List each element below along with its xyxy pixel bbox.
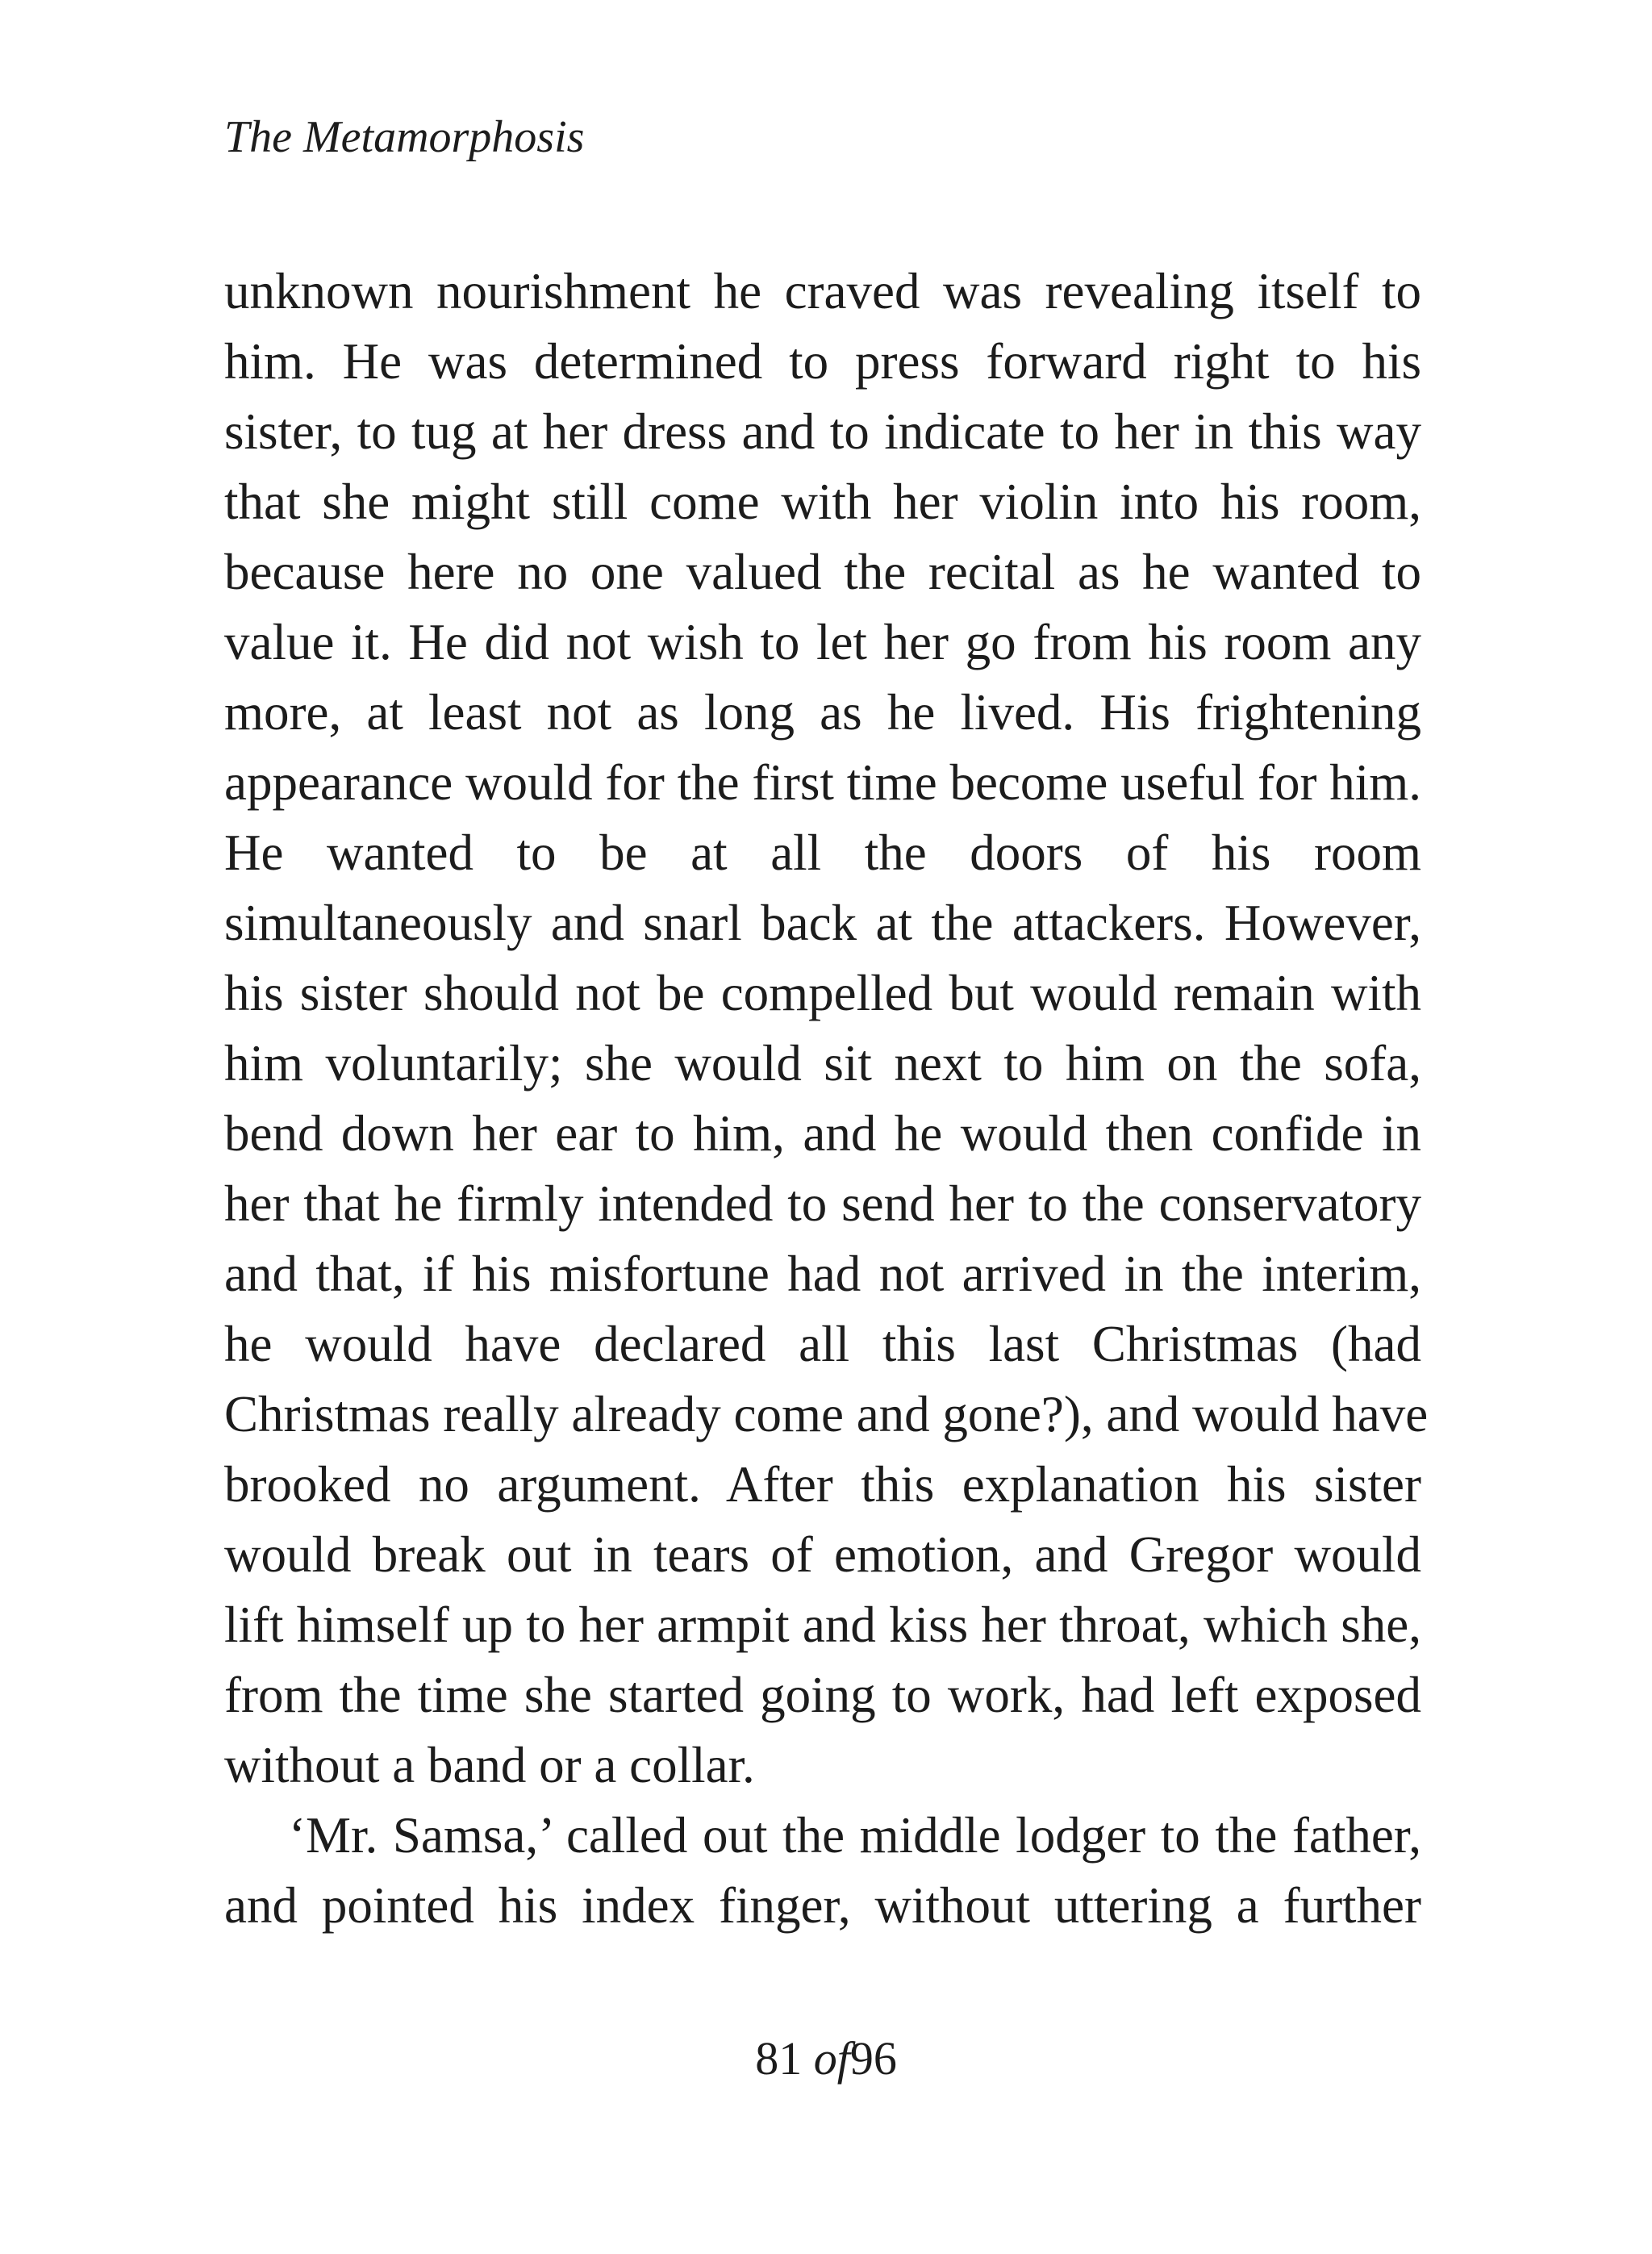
total-page-count: 96 — [849, 2032, 897, 2085]
text-line: her that he firmly intended to send her to the conservatory — [224, 1175, 1421, 1232]
text-line: his sister should not be compelled but would remain with — [224, 965, 1421, 1021]
running-head-title: The Metamorphosis — [224, 112, 585, 162]
text-line: and pointed his index finger, without uttering a further — [224, 1877, 1421, 1934]
text-line: bend down her ear to him, and he would then confide in — [224, 1105, 1421, 1162]
text-line: simultaneously and snarl back at the attackers. However, — [224, 895, 1421, 951]
text-line: from the time she started going to work, had left exposed — [224, 1667, 1421, 1723]
text-line: value it. He did not wish to let her go from his room any — [224, 614, 1421, 670]
text-line: and that, if his misfortune had not arrived in the interim, — [224, 1246, 1421, 1302]
text-line: because here no one valued the recital as he wanted to — [224, 544, 1421, 600]
text-line: he would have declared all this last Christmas (had — [224, 1316, 1421, 1372]
text-line: Christmas really already come and gone?), and would have — [224, 1386, 1429, 1442]
text-line: that she might still come with her violin into his room, — [224, 474, 1421, 530]
text-line: lift himself up to her armpit and kiss her throat, which she, — [224, 1597, 1421, 1653]
page-number-of: of — [813, 2032, 850, 2085]
text-line: sister, to tug at her dress and to indicate to her in this way — [224, 403, 1421, 460]
text-line: him. He was determined to press forward right to his — [224, 333, 1421, 390]
page-number — [0, 2027, 1652, 2091]
text-line: without a band or a collar. — [224, 1737, 755, 1793]
current-page-number: 81 — [755, 2032, 803, 2085]
body-text — [224, 257, 1429, 1941]
text-line: He wanted to be at all the doors of his room — [224, 824, 1421, 881]
text-line: appearance would for the first time become useful for him. — [224, 754, 1421, 811]
text-line: unknown nourishment he craved was revealing itself to — [224, 263, 1421, 319]
text-line: him voluntarily; she would sit next to him on the sofa, — [224, 1035, 1421, 1092]
text-line: ‘Mr. Samsa,’ called out the middle lodger to the father, — [289, 1807, 1421, 1864]
text-line: more, at least not as long as he lived. His frightening — [224, 684, 1421, 741]
text-line: brooked no argument. After this explanation his sister — [224, 1456, 1421, 1513]
text-line: would break out in tears of emotion, and Gregor would — [224, 1526, 1421, 1583]
